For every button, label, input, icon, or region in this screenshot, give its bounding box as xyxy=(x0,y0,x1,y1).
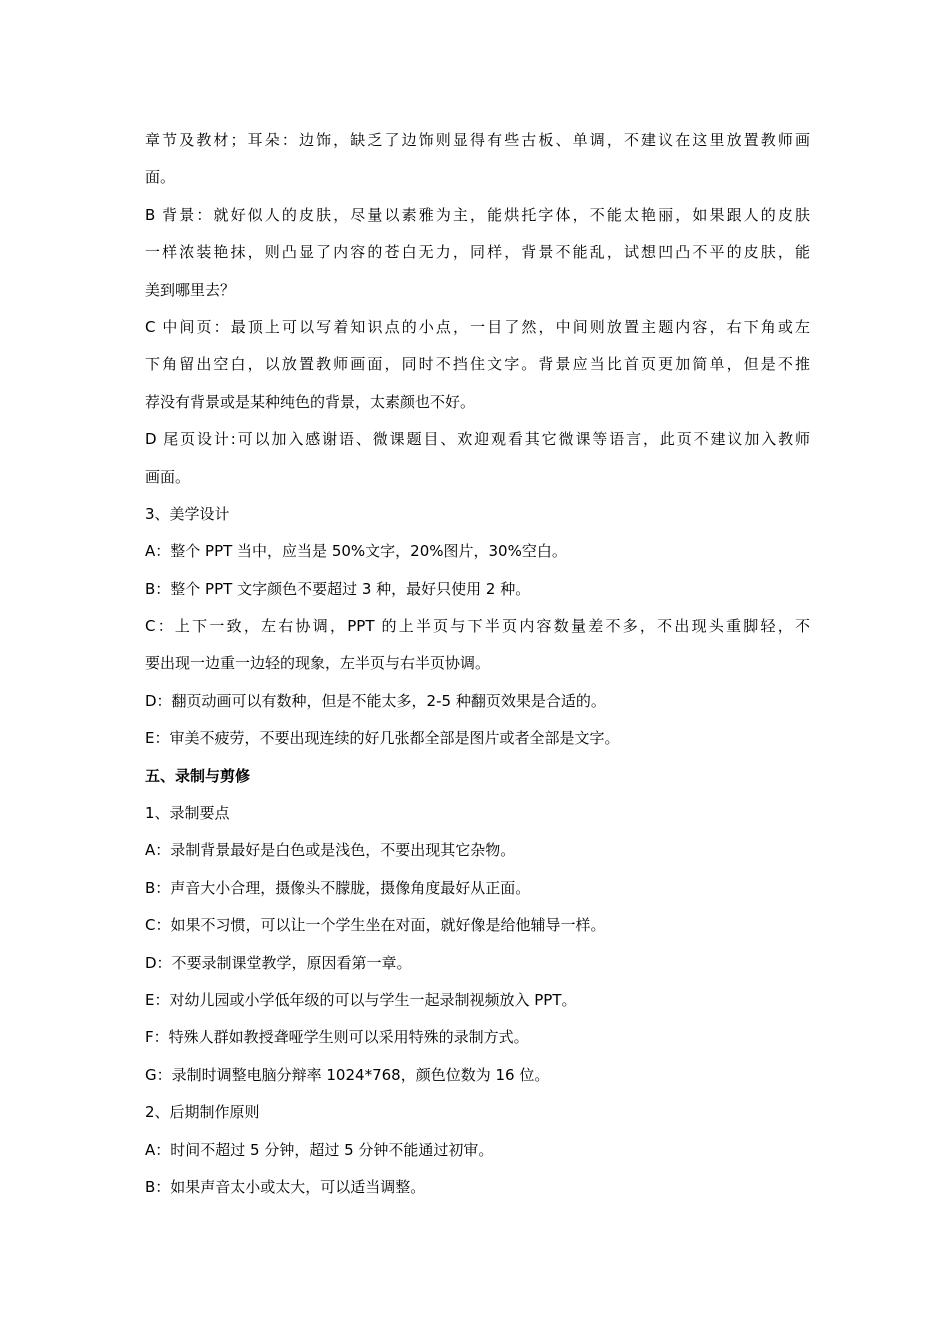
text-line: 画面。 xyxy=(145,467,191,486)
text-line: 美到哪里去？ xyxy=(145,280,236,299)
text-line: 荐没有背景或是某种纯色的背景，太素颜也不好。 xyxy=(145,392,476,411)
text-line: D：不要录制课堂教学，原因看第一章。 xyxy=(145,953,412,972)
text-line: A：整个 PPT 当中，应当是 50%文字，20%图片，30%空白。 xyxy=(145,542,567,561)
text-line: B：如果声音太小或太大，可以适当调整。 xyxy=(145,1177,426,1196)
text-line: G：录制时调整电脑分辩率 1024*768，颜色位数为 16 位。 xyxy=(145,1065,550,1084)
text-line: F：特殊人群如教授聋哑学生则可以采用特殊的录制方式。 xyxy=(145,1028,529,1047)
text-line: E：审美不疲劳，不要出现连续的好几张都全部是图片或者全部是文字。 xyxy=(145,729,620,748)
text-line: C：上下一致，左右协调，PPT 的上半页与下半页内容数量差不多，不出现头重脚轻，不 xyxy=(145,617,810,636)
text-line: D：翻页动画可以有数种，但是不能太多，2-5 种翻页效果是合适的。 xyxy=(145,691,606,710)
text-line: 面。 xyxy=(145,168,176,187)
text-line: 章节及教材；耳朵：边饰，缺乏了边饰则显得有些古板、单调，不建议在这里放置教师画 xyxy=(145,131,810,149)
text-line: A：录制背景最好是白色或是浅色，不要出现其它杂物。 xyxy=(145,841,516,860)
text-line: B：整个 PPT 文字颜色不要超过 3 种，最好只使用 2 种。 xyxy=(145,579,531,598)
text-line: 要出现一边重一边轻的现象，左半页与右半页协调。 xyxy=(145,654,491,673)
text-line: E：对幼儿园或小学低年级的可以与学生一起录制视频放入 PPT。 xyxy=(145,990,577,1009)
text-line: D 尾页设计:可以加入感谢语、微课题目、欢迎观看其它微课等语言，此页不建议加入教师 xyxy=(145,430,810,449)
section-heading: 五、录制与剪修 xyxy=(145,766,251,785)
text-line: 一样浓装艳抹，则凸显了内容的苍白无力，同样，背景不能乱，试想凹凸不平的皮肤，能 xyxy=(145,243,810,262)
text-line: 下角留出空白，以放置教师画面，同时不挡住文字。背景应当比首页更加简单，但是不推 xyxy=(145,355,810,374)
text-line: 3、美学设计 xyxy=(145,504,230,523)
text-line: 2、后期制作原则 xyxy=(145,1103,260,1122)
text-line: C 中间页：最顶上可以写着知识点的小点，一目了然，中间则放置主题内容，右下角或左 xyxy=(145,317,810,336)
document-body xyxy=(145,122,810,1206)
text-line: B 背景：就好似人的皮肤，尽量以素雅为主，能烘托字体，不能太艳丽，如果跟人的皮肤 xyxy=(145,205,810,224)
text-line: C：如果不习惯，可以让一个学生坐在对面，就好像是给他辅导一样。 xyxy=(145,916,606,935)
text-line: B：声音大小合理，摄像头不朦胧，摄像角度最好从正面。 xyxy=(145,878,531,897)
text-line: 1、录制要点 xyxy=(145,804,230,823)
text-line: A：时间不超过 5 分钟，超过 5 分钟不能通过初审。 xyxy=(145,1140,494,1159)
